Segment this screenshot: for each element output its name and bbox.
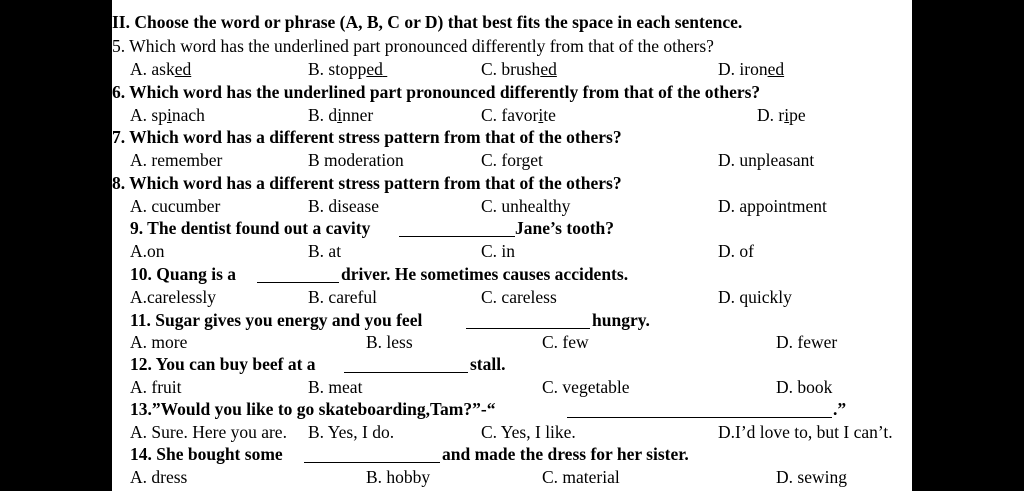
answer-blank-10	[257, 266, 339, 283]
option-11d: D. fewer	[776, 332, 838, 352]
answer-blank-11	[466, 312, 590, 329]
question-5-options	[112, 58, 912, 80]
option-7b: B moderation	[308, 150, 404, 170]
question-9-options	[112, 240, 912, 262]
option-13b: B. Yes, I do.	[308, 422, 395, 442]
option-6a: A. spinach	[130, 105, 205, 125]
option-7c: C. forget	[481, 150, 543, 170]
option-10a: A.carelessly	[130, 287, 217, 307]
question-6-stem: 6. Which word has the underlined part pronounced differently from that of the others?	[112, 82, 761, 102]
option-8c: C. unhealthy	[481, 196, 571, 216]
option-12c: C. vegetable	[542, 377, 630, 397]
option-11c: C. few	[542, 332, 589, 352]
question-13-stem: 13.”Would you like to go skateboarding,Tam?”-“ .”	[130, 399, 847, 419]
answer-blank-9	[399, 220, 515, 237]
question-7-options	[112, 149, 912, 171]
question-12-options	[112, 376, 912, 398]
option-5d: D. ironed	[718, 59, 785, 79]
question-10-options	[112, 286, 912, 308]
option-14d: D. sewing	[776, 467, 847, 487]
option-13c: C. Yes, I like.	[481, 422, 576, 442]
answer-blank-12	[344, 356, 468, 373]
option-10c: C. careless	[481, 287, 557, 307]
option-7d: D. unpleasant	[718, 150, 815, 170]
question-5-stem: 5. Which word has the underlined part pronounced differently from that of the others?	[112, 36, 714, 56]
question-11-stem: 11. Sugar gives you energy and you feel hungry.	[130, 310, 650, 330]
option-9d: D. of	[718, 241, 754, 261]
option-10b: B. careful	[308, 287, 377, 307]
option-6c: C. favorite	[481, 105, 556, 125]
option-7a: A. remember	[130, 150, 223, 170]
option-14c: C. material	[542, 467, 620, 487]
option-8a: A. cucumber	[130, 196, 221, 216]
option-12b: B. meat	[308, 377, 363, 397]
question-8-stem: 8. Which word has a different stress pattern from that of the others?	[112, 173, 622, 193]
question-11-options	[112, 331, 912, 353]
option-11a: A. more	[130, 332, 188, 352]
option-5c: C. brushed	[481, 59, 557, 79]
question-9-stem: 9. The dentist found out a cavity Jane’s tooth?	[130, 218, 615, 238]
option-12a: A. fruit	[130, 377, 182, 397]
option-13d: D.I’d love to, but I can’t.	[718, 422, 893, 442]
question-12-stem: 12. You can buy beef at a stall.	[130, 354, 506, 374]
option-12d: D. book	[776, 377, 833, 397]
section-title: II. Choose the word or phrase (A, B, C or D) that best fits the space in each sentence.	[112, 12, 743, 32]
option-14b: B. hobby	[366, 467, 431, 487]
option-8b: B. disease	[308, 196, 379, 216]
answer-blank-13	[567, 401, 832, 418]
question-14-stem: 14. She bought some and made the dress for her sister.	[130, 444, 689, 464]
option-8d: D. appointment	[718, 196, 827, 216]
option-5a: A. asked	[130, 59, 192, 79]
question-10-stem: 10. Quang is a driver. He sometimes causes accidents.	[130, 264, 629, 284]
worksheet-page	[112, 0, 912, 491]
question-13-options	[112, 421, 912, 443]
option-6b: B. dinner	[308, 105, 374, 125]
option-13a: A. Sure. Here you are.	[130, 422, 287, 442]
option-9c: C. in	[481, 241, 516, 261]
option-9a: A.on	[130, 241, 165, 261]
question-6-options	[112, 104, 912, 126]
option-10d: D. quickly	[718, 287, 792, 307]
question-8-options	[112, 195, 912, 217]
option-14a: A. dress	[130, 467, 188, 487]
option-9b: B. at	[308, 241, 342, 261]
option-5b: B. stopped	[308, 59, 383, 79]
option-6d: D. ripe	[757, 105, 806, 125]
answer-blank-14	[304, 446, 440, 463]
question-14-options	[112, 466, 912, 488]
question-7-stem: 7. Which word has a different stress pattern from that of the others?	[112, 127, 622, 147]
option-11b: B. less	[366, 332, 413, 352]
